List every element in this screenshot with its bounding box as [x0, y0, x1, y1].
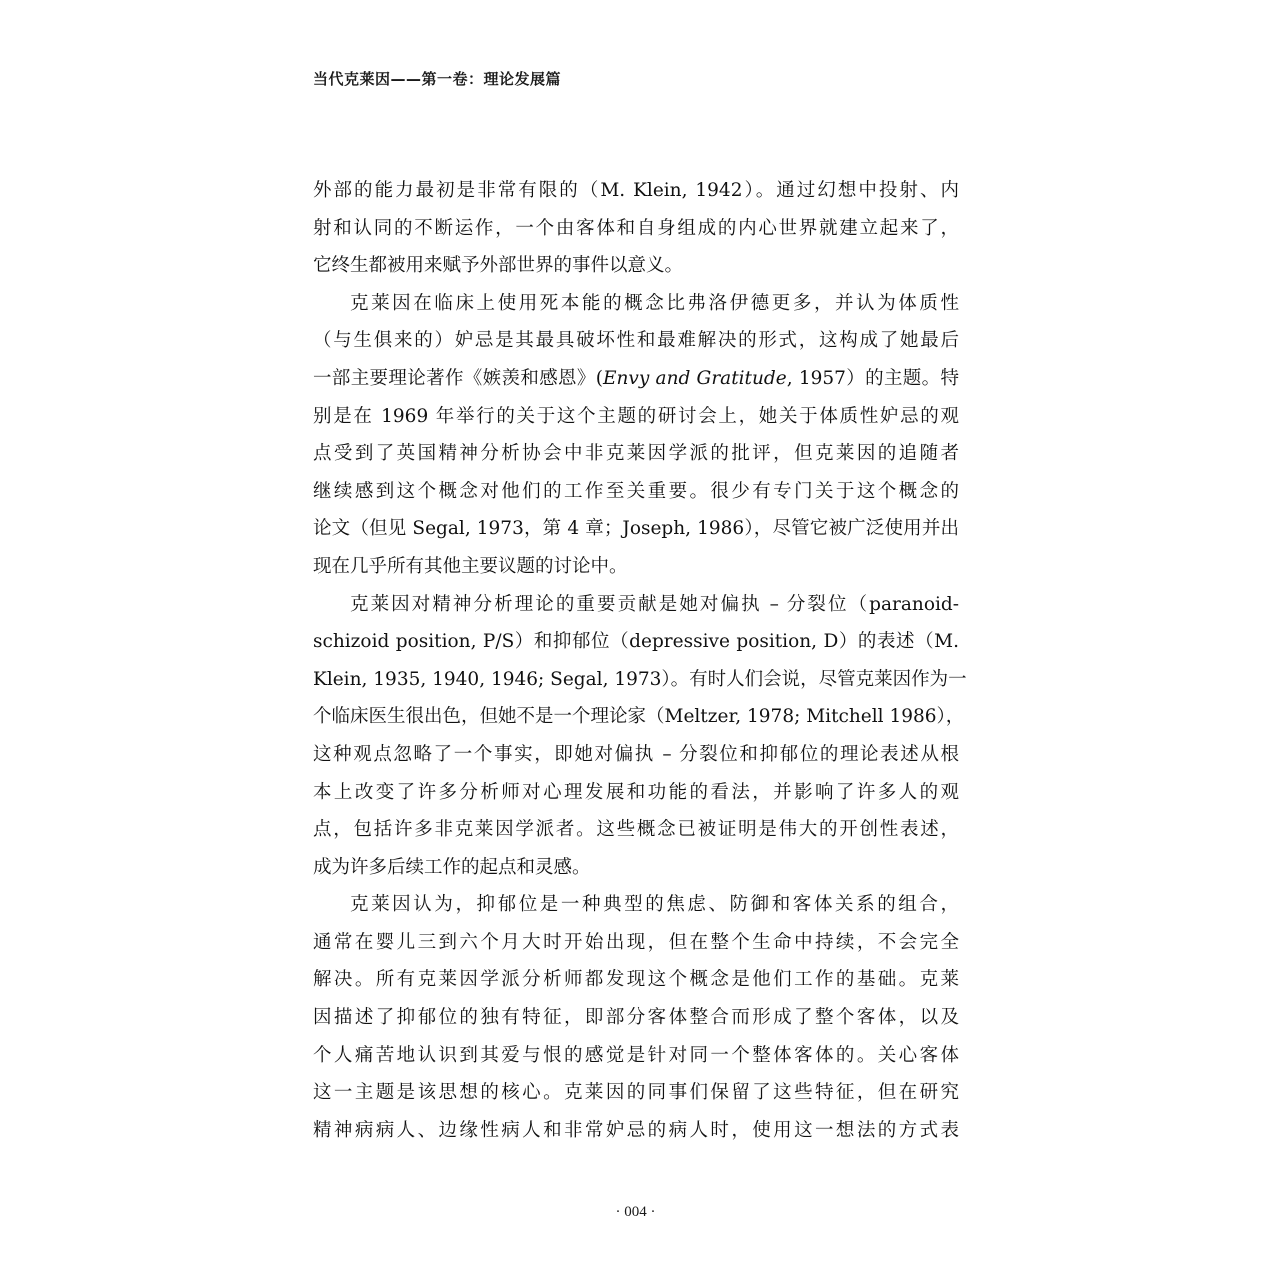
text-fragment: 一部主要理论著作《嫉羡和感恩》( [313, 367, 603, 389]
body-text [313, 172, 967, 1149]
text-line: 外部的能力最初是非常有限的（M. Klein, 1942）。通过幻想中投射、内 [313, 180, 959, 201]
text-line: 论文（但见 Segal, 1973，第 4 章；Joseph, 1986），尽管它被广泛使用并出 [313, 518, 959, 540]
text-line: 个人痛苦地认识到其爱与恨的感觉是针对同一个整体客体的。关心客体 [313, 1044, 959, 1066]
text-line: 因描述了抑郁位的独有特征，即部分客体整合而形成了整个客体，以及 [313, 1007, 959, 1029]
text-line: 点，包括许多非克莱因学派者。这些概念已被证明是伟大的开创性表述， [313, 819, 959, 841]
text-line: 它终生都被用来赋予外部世界的事件以意义。 [313, 255, 684, 277]
text-line: 个临床医生很出色，但她不是一个理论家（Meltzer, 1978; Mitchell 1986）， [313, 706, 965, 728]
paragraph-start-line: 克莱因认为，抑郁位是一种典型的焦虑、防御和客体关系的组合， [350, 894, 959, 916]
text-line: 精神病病人、边缘性病人和非常妒忌的病人时，使用这一想法的方式表 [313, 1119, 959, 1141]
text-line: （与生俱来的）妒忌是其最具破坏性和最难解决的形式，这构成了她最后 [313, 330, 959, 352]
text-line: 这一主题是该思想的核心。克莱因的同事们保留了这些特征，但在研究 [313, 1082, 959, 1104]
book-title-italic: Envy and Gratitude [602, 367, 787, 389]
text-line: 别是在 1969 年举行的关于这个主题的研讨会上，她关于体质性妒忌的观 [313, 405, 959, 427]
text-line: 点受到了英国精神分析协会中非克莱因学派的批评，但克莱因的追随者 [313, 443, 959, 465]
text-fragment: , 1957）的主题。特 [786, 367, 959, 389]
page-number: · 004 · [615, 1204, 656, 1220]
running-header: 当代克莱因——第一卷：理论发展篇 [313, 70, 562, 88]
text-line: schizoid position, P/S）和抑郁位（depressive position, D）的表述（M. [313, 631, 959, 653]
text-line: 本上改变了许多分析师对心理发展和功能的看法，并影响了许多人的观 [313, 781, 959, 803]
paragraph-start-line: 克莱因在临床上使用死本能的概念比弗洛伊德更多，并认为体质性 [350, 292, 959, 314]
text-line: 射和认同的不断运作，一个由客体和自身组成的内心世界就建立起来了， [313, 217, 959, 239]
text-line: 这种观点忽略了一个事实，即她对偏执 – 分裂位和抑郁位的理论表述从根 [313, 743, 959, 765]
text-line: 解决。所有克莱因学派分析师都发现这个概念是他们工作的基础。克莱 [313, 969, 959, 991]
text-line: 继续感到这个概念对他们的工作至关重要。很少有专门关于这个概念的 [313, 480, 959, 502]
text-line: 现在几乎所有其他主要议题的讨论中。 [313, 555, 628, 577]
text-line [313, 360, 959, 398]
text-line: 成为许多后续工作的起点和灵感。 [313, 856, 591, 878]
text-line: 通常在婴儿三到六个月大时开始出现，但在整个生命中持续，不会完全 [313, 931, 959, 953]
text-line: Klein, 1935, 1940, 1946; Segal, 1973）。有时人们会说，尽管克莱因作为一 [313, 668, 967, 690]
paragraph-start-line: 克莱因对精神分析理论的重要贡献是她对偏执 – 分裂位（paranoid- [350, 593, 959, 615]
